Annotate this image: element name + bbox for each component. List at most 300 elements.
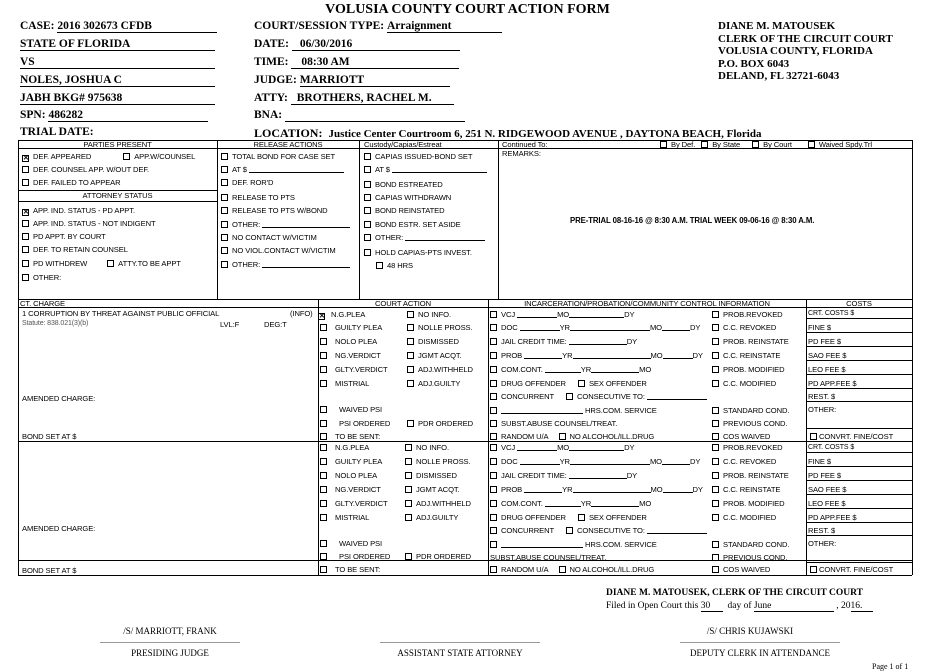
ca1-row2[interactable]: GUILTY PLEA: [320, 323, 382, 332]
grid-line: [806, 401, 912, 402]
grid-line: [806, 522, 912, 523]
inc2-com-cont[interactable]: COM.CONT. YR MO: [490, 499, 651, 508]
bond-set-1: BOND SET AT $: [22, 432, 77, 441]
bond-estr-aside-row[interactable]: BOND ESTR. SET ASIDE: [364, 220, 461, 229]
inc1-prob-reinstate[interactable]: PROB. REINSTATE: [712, 337, 789, 346]
grid-line: [806, 374, 912, 375]
inc1-prob[interactable]: PROB YR MO DY: [490, 351, 703, 360]
checkbox: [712, 352, 719, 359]
checkbox: [490, 514, 497, 521]
grid-line: [806, 452, 912, 453]
checkbox: [364, 249, 371, 256]
checkbox: [490, 380, 497, 387]
checkbox: [712, 458, 719, 465]
checkbox: [364, 181, 371, 188]
checkbox: [712, 407, 719, 414]
checkbox: [490, 324, 497, 331]
session-bna: BNA:: [254, 109, 465, 122]
amended-charge-2: AMENDED CHARGE:: [22, 524, 96, 533]
costs2-crt: CRT. COSTS $: [808, 444, 855, 451]
remarks-value: PRE-TRIAL 08-16-16 @ 8:30 A.M. TRIAL WEEK 09-06-16 @ 8:30 A.M.: [570, 216, 815, 225]
form-title: VOLUSIA COUNTY COURT ACTION FORM: [325, 2, 610, 17]
ca1-waived-psi[interactable]: WAIVED PSI: [320, 405, 382, 414]
inc2-previous[interactable]: PREVIOUS COND.: [712, 553, 787, 562]
checkbox: [22, 260, 29, 267]
defendant-name: NOLES, JOSHUA C: [20, 74, 215, 87]
inc1-cc-revoked[interactable]: C.C. REVOKED: [712, 323, 776, 332]
checkbox: [490, 472, 497, 479]
inc2-vcj[interactable]: VCJ MO DY: [490, 443, 634, 452]
grid-line: [18, 441, 912, 442]
capias-issued-row[interactable]: CAPIAS ISSUED-BOND SET: [364, 152, 472, 161]
costs1-pd-fee: PD FEE $: [808, 337, 841, 346]
checkbox: [22, 179, 29, 186]
grid-line: [912, 560, 913, 575]
inc1-concurrent[interactable]: CONCURRENT CONSECUTIVE TO:: [490, 392, 707, 401]
ca2-pdr-ordered[interactable]: PDR ORDERED: [405, 552, 471, 561]
checkbox: [712, 311, 719, 318]
inc1-prob-modified[interactable]: PROB. MODIFIED: [712, 365, 784, 374]
ca1-adj-withheld[interactable]: ADJ.WITHHELD: [407, 365, 473, 374]
checkbox: [405, 472, 412, 479]
checkbox: [221, 207, 228, 214]
ca2-row4[interactable]: NG.VERDICT: [320, 485, 381, 494]
custody-header: Custody/Capias/Estreat: [364, 140, 442, 149]
ct-charge-header: CT. CHARGE: [20, 299, 65, 308]
amended-charge-1: AMENDED CHARGE:: [22, 394, 96, 403]
bond-estreated-row[interactable]: BOND ESTREATED: [364, 180, 443, 189]
atty-status-header: ATTORNEY STATUS: [82, 191, 153, 200]
checkbox: [407, 324, 414, 331]
inc1-vcj[interactable]: VCJ MO DY: [490, 310, 634, 319]
checkbox: [22, 233, 29, 240]
checkbox: [712, 444, 719, 451]
parties-other-row[interactable]: OTHER:: [22, 273, 61, 282]
checkbox: [808, 141, 815, 148]
bond-reinstated-row[interactable]: BOND REINSTATED: [364, 206, 445, 215]
ca1-no-info[interactable]: NO INFO.: [407, 310, 451, 319]
inc1-cc-reinstate[interactable]: C.C. REINSTATE: [712, 351, 780, 360]
grid-line: [18, 201, 217, 202]
checkbox: [221, 234, 228, 241]
charge-1-info: (INFO): [290, 309, 313, 318]
ca2-row1[interactable]: N.G.PLEA: [320, 443, 369, 452]
def-appeared-row[interactable]: ✕ DEF. APPEARED APP.W/COUNSEL: [23, 152, 196, 162]
checkbox: [712, 541, 719, 548]
grid-line: [18, 560, 19, 575]
costs2-pd-fee: PD FEE $: [808, 471, 841, 480]
grid-line: [806, 299, 807, 560]
checkbox: [712, 472, 719, 479]
checkbox: [22, 220, 29, 227]
checkbox: [490, 338, 497, 345]
inc2-prob[interactable]: PROB YR MO DY: [490, 485, 703, 494]
checkbox: [578, 380, 585, 387]
custody-other-row[interactable]: OTHER:: [364, 233, 485, 242]
ca1-row5[interactable]: GLTY.VERDICT: [320, 365, 388, 374]
checkbox: [22, 246, 29, 253]
page-number: Page 1 of 1: [872, 662, 909, 671]
checkbox: [566, 393, 573, 400]
inc1-doc[interactable]: DOC YR MO DY: [490, 323, 700, 332]
checkbox: [490, 311, 497, 318]
presiding-judge-label: PRESIDING JUDGE: [131, 648, 209, 658]
checkbox: [559, 433, 566, 440]
grid-line: [318, 299, 319, 560]
checkbox: [320, 540, 327, 547]
grid-line: [806, 428, 912, 429]
checkbox: [810, 433, 817, 440]
release-pts-bond-row[interactable]: RELEASE TO PTS W/BOND: [221, 206, 328, 215]
checkbox: [221, 261, 228, 268]
def-failed-row[interactable]: DEF. FAILED TO APPEAR: [22, 178, 121, 187]
session-location: LOCATION: Justice Center Courtroom 6, 251 N. RIDGEWOOD AVENUE , DAYTONA BEACH, Florida: [254, 126, 762, 140]
deputy-clerk-label: DEPUTY CLERK IN ATTENDANCE: [690, 648, 830, 658]
grid-line: [806, 318, 912, 319]
checkbox: [221, 247, 228, 254]
grid-line: [912, 140, 913, 560]
costs1-fine: FINE $: [808, 323, 832, 332]
inc1-random[interactable]: RANDOM U/A NO ALCOHOL/ILL.DRUG: [490, 432, 654, 441]
checkbox: [221, 166, 228, 173]
grid-line: [806, 346, 912, 347]
checkbox: [22, 274, 29, 281]
ca1-dismissed[interactable]: DISMISSED: [407, 337, 459, 346]
inc1-subst[interactable]: SUBST.ABUSE COUNSEL/TREAT.: [490, 419, 617, 428]
costs1-rest: REST. $: [808, 392, 836, 401]
checkbox: [123, 153, 130, 160]
checkbox: [490, 366, 497, 373]
release-other2-row[interactable]: OTHER:: [221, 260, 350, 269]
checkbox: [490, 541, 497, 548]
checkbox: [712, 366, 719, 373]
trial-date-label: TRIAL DATE:: [20, 126, 94, 138]
release-other-row[interactable]: OTHER:: [221, 220, 350, 229]
incarceration-header: INCARCERATION/PROBATION/COMMUNITY CONTROL INFORMATION: [524, 299, 770, 308]
signature-line: [100, 642, 240, 643]
hold-capias-row[interactable]: HOLD CAPIAS-PTS INVEST.: [364, 248, 472, 257]
inc1-prob-revoked[interactable]: PROB.REVOKED: [712, 310, 783, 319]
inc1-cc-modified[interactable]: C.C. MODIFIED: [712, 379, 776, 388]
costs1-sao: SAO FEE $: [808, 351, 847, 360]
ca2-to-be-sent[interactable]: TO BE SENT:: [320, 565, 380, 574]
charge-1-lvl: LVL:F: [220, 320, 240, 329]
inc2-prob-reinstate[interactable]: PROB. REINSTATE: [712, 471, 789, 480]
checkbox: [405, 500, 412, 507]
costs2-pd-app: PD APP.FEE $: [808, 513, 857, 522]
case-line: CASE: 2016 302673 CFDB: [20, 20, 217, 33]
checkbox: [320, 380, 327, 387]
inc1-cos-waived[interactable]: COS WAIVED: [712, 432, 770, 441]
remarks-label: REMARKS:: [502, 149, 541, 158]
state-label: STATE OF FLORIDA: [20, 38, 215, 51]
costs-header: COSTS: [846, 299, 872, 308]
costs2-other: OTHER:: [808, 539, 837, 548]
grid-line: [806, 535, 912, 536]
checkbox: [712, 324, 719, 331]
checkbox: [712, 554, 719, 561]
checkbox: [405, 514, 412, 521]
costs2-sao: SAO FEE $: [808, 485, 847, 494]
costs1-other: OTHER:: [808, 405, 837, 414]
checkbox: [320, 366, 327, 373]
checkbox: [405, 444, 412, 451]
checkbox: [490, 352, 497, 359]
no-contact-row[interactable]: NO CONTACT W/VICTIM: [221, 233, 317, 242]
checkbox: [320, 406, 327, 413]
checkbox: [490, 500, 497, 507]
signature-line: [380, 642, 540, 643]
checkbox: [490, 420, 497, 427]
def-counsel-app-row[interactable]: DEF. COUNSEL APP. W/OUT DEF.: [22, 165, 149, 174]
court-action-header: COURT ACTION: [375, 299, 431, 308]
ca1-pdr-ordered[interactable]: PDR ORDERED: [407, 419, 473, 428]
inc2-hrs-com[interactable]: HRS.COM. SERVICE: [490, 540, 657, 549]
inc2-cc-revoked[interactable]: C.C. REVOKED: [712, 457, 776, 466]
charge-1-deg: DEG:T: [264, 320, 287, 329]
checkbox: [107, 260, 114, 267]
grid-line: [359, 140, 360, 299]
not-indigent-row[interactable]: APP. IND. STATUS - NOT INDIGENT: [22, 219, 156, 228]
checkbox: [712, 514, 719, 521]
grid-line: [806, 562, 912, 563]
checkbox: [712, 566, 719, 573]
checkbox: [490, 433, 497, 440]
checkbox: [752, 141, 759, 148]
footer-filed-line: Filed in Open Court this 30 day of June , 2016.: [606, 601, 873, 612]
checkbox: [712, 486, 719, 493]
checkbox: [320, 514, 327, 521]
grid-line: [806, 332, 912, 333]
inc2-random[interactable]: RANDOM U/A NO ALCOHOL/ILL.DRUG: [490, 565, 654, 574]
def-retain-row[interactable]: DEF. TO RETAIN COUNSEL: [22, 245, 128, 254]
checkbox: [712, 380, 719, 387]
costs2-convrt[interactable]: CONVRT. FINE/COST: [810, 565, 893, 574]
inc2-drug[interactable]: DRUG OFFENDER SEX OFFENDER: [490, 513, 647, 522]
grid-line: [18, 575, 912, 576]
hrs48-row[interactable]: 48 HRS: [376, 261, 413, 270]
ca1-row6[interactable]: MISTRIAL: [320, 379, 369, 388]
grid-line: [806, 466, 912, 467]
checkbox: [490, 444, 497, 451]
checkbox: [490, 458, 497, 465]
checkbox: [320, 500, 327, 507]
checkbox: [810, 566, 817, 573]
checkbox: [221, 179, 228, 186]
no-viol-row[interactable]: NO VIOL.CONTACT W/VICTIM: [221, 246, 336, 255]
checkbox: [320, 486, 327, 493]
ca2-row2[interactable]: GUILTY PLEA: [320, 457, 382, 466]
costs2-rest: REST. $: [808, 526, 836, 535]
inc2-prob-modified[interactable]: PROB. MODIFIED: [712, 499, 784, 508]
footer-clerk-name: DIANE M. MATOUSEK, CLERK OF THE CIRCUIT COURT: [606, 588, 863, 598]
checkbox: [320, 458, 327, 465]
grid-line: [806, 560, 807, 575]
checkbox: [405, 458, 412, 465]
case-number: 2016 302673 CFDB: [57, 20, 217, 33]
total-bond-row[interactable]: TOTAL BOND FOR CASE SET: [221, 152, 335, 161]
checkbox: [407, 311, 414, 318]
checkbox: [320, 338, 327, 345]
checkbox: [320, 433, 327, 440]
asst-state-atty-label: ASSISTANT STATE ATTORNEY: [397, 648, 523, 658]
charge-1-text: 1 CORRUPTION BY THREAT AGAINST PUBLIC OFFICIAL: [22, 309, 220, 318]
spn-line: SPN: 486282: [20, 109, 208, 122]
inc2-subst[interactable]: SUBST.ABUSE COUNSEL/TREAT.: [490, 553, 607, 562]
inc2-jail-credit[interactable]: JAIL CREDIT TIME: DY: [490, 471, 637, 480]
checkbox: [578, 514, 585, 521]
checkbox: [364, 194, 371, 201]
bond-set-2: BOND SET AT $: [22, 566, 77, 575]
ca1-adj-guilty[interactable]: ADJ.GUILTY: [407, 379, 460, 388]
inc2-cc-reinstate[interactable]: C.C. REINSTATE: [712, 485, 780, 494]
checkbox: [320, 420, 327, 427]
ca2-row6[interactable]: MISTRIAL: [320, 513, 369, 522]
ca1-jgmt[interactable]: JGMT ACQT.: [407, 351, 462, 360]
checkbox: [320, 566, 327, 573]
ca1-to-be-sent[interactable]: TO BE SENT:: [320, 432, 380, 441]
grid-line: [806, 388, 912, 389]
inc2-cos-waived[interactable]: COS WAIVED: [712, 565, 770, 574]
costs2-fine: FINE $: [808, 457, 832, 466]
ca1-psi-ordered[interactable]: PSI ORDERED: [320, 419, 390, 428]
ca2-nolle[interactable]: NOLLE PROSS.: [405, 457, 471, 466]
checkbox: [559, 566, 566, 573]
ca2-row5[interactable]: GLTY.VERDICT: [320, 499, 388, 508]
checkbox: [376, 262, 383, 269]
checkbox: [712, 338, 719, 345]
checkbox-checked: ✕: [23, 155, 29, 162]
checkbox: [364, 221, 371, 228]
clerk-address: DIANE M. MATOUSEK CLERK OF THE CIRCUIT COURT VOLUSIA COUNTY, FLORIDA P.O. BOX 6043 DELAND, FL 32721-6043: [718, 20, 893, 82]
session-judge: JUDGE: MARRIOTT: [254, 74, 450, 87]
checkbox: [407, 366, 414, 373]
signature-line: [680, 642, 840, 643]
vs-label: VS: [20, 56, 215, 69]
ca2-dismissed[interactable]: DISMISSED: [405, 471, 457, 480]
checkbox: [320, 472, 327, 479]
checkbox: [490, 486, 497, 493]
grid-line: [18, 140, 19, 560]
grid-line: [488, 299, 489, 560]
inc1-hrs-com[interactable]: HRS.COM. SERVICE: [490, 406, 657, 415]
inc1-com-cont[interactable]: COM.CONT. YR MO: [490, 365, 651, 374]
costs1-pd-app: PD APP.FEE $: [808, 379, 857, 388]
pd-withdrew-row[interactable]: PD WITHDREW ATTY.TO BE APPT: [22, 259, 181, 268]
inc2-cc-modified[interactable]: C.C. MODIFIED: [712, 513, 776, 522]
grid-line: [806, 494, 912, 495]
ca1-row3[interactable]: NOLO PLEA: [320, 337, 377, 346]
checkbox: [701, 141, 708, 148]
pd-appt-row[interactable]: PD APPT. BY COURT: [22, 232, 106, 241]
checkbox: [712, 420, 719, 427]
ca2-jgmt[interactable]: JGMT ACQT.: [405, 485, 460, 494]
checkbox: [490, 566, 497, 573]
app-pd-row[interactable]: ✕ APP. IND. STATUS - PD APPT.: [23, 206, 135, 216]
grid-line: [318, 560, 319, 575]
checkbox: [490, 393, 497, 400]
session-time: TIME: 08:30 AM: [254, 56, 459, 69]
release-at-row[interactable]: AT $: [221, 165, 344, 174]
session-atty: ATTY: BROTHERS, RACHEL M.: [254, 92, 454, 105]
checkbox: [22, 166, 29, 173]
costs1-crt: CRT. COSTS $: [808, 310, 855, 317]
ca2-psi-ordered[interactable]: PSI ORDERED: [320, 552, 390, 561]
costs2-leo: LEO FEE $: [808, 499, 846, 508]
inc2-concurrent[interactable]: CONCURRENT CONSECUTIVE TO:: [490, 526, 707, 535]
ca2-no-info[interactable]: NO INFO.: [405, 443, 449, 452]
inc2-standard[interactable]: STANDARD COND.: [712, 540, 789, 549]
grid-line: [498, 140, 499, 299]
checkbox: [221, 194, 228, 201]
checkbox: [364, 234, 371, 241]
checkbox: [405, 553, 412, 560]
checkbox: [407, 352, 414, 359]
checkbox: [712, 500, 719, 507]
checkbox: [407, 380, 414, 387]
capias-withdrawn-row[interactable]: CAPIAS WITHDRAWN: [364, 193, 451, 202]
checkbox: [490, 527, 497, 534]
costs1-convrt[interactable]: CONVRT. FINE/COST: [810, 432, 893, 441]
checkbox: [320, 444, 327, 451]
checkbox: [320, 553, 327, 560]
checkbox: [407, 420, 414, 427]
continued-label: Continued To:: [502, 140, 548, 149]
charge-1-statute: Statute: 838.021(3)(b): [22, 320, 89, 327]
judge-signature: /S/ MARRIOTT, FRANK: [123, 626, 217, 636]
session-type: COURT/SESSION TYPE: Arraignment: [254, 20, 502, 33]
parties-header: PARTIES PRESENT: [83, 140, 152, 149]
spn-value: 486282: [48, 109, 208, 122]
ca2-waived-psi[interactable]: WAIVED PSI: [320, 539, 382, 548]
ca2-row3[interactable]: NOLO PLEA: [320, 471, 377, 480]
inc1-jail-credit[interactable]: JAIL CREDIT TIME: DY: [490, 337, 637, 346]
ca1-nolle[interactable]: NOLLE PROSS.: [407, 323, 473, 332]
inc2-doc[interactable]: DOC YR MO DY: [490, 457, 700, 466]
inc1-previous[interactable]: PREVIOUS COND.: [712, 419, 787, 428]
checkbox: [407, 338, 414, 345]
ca2-adj-guilty[interactable]: ADJ.GUILTY: [405, 513, 458, 522]
costs1-leo: LEO FEE $: [808, 365, 846, 374]
grid-line: [806, 360, 912, 361]
checkbox: [660, 141, 667, 148]
ca2-adj-withheld[interactable]: ADJ.WITHHELD: [405, 499, 471, 508]
grid-line: [806, 508, 912, 509]
continued-options[interactable]: By Def. By State By Court Waived Spdy.Trl: [660, 140, 872, 149]
checkbox: [221, 221, 228, 228]
session-date: DATE: 06/30/2016: [254, 38, 460, 51]
grid-line: [806, 480, 912, 481]
release-header: RELEASE ACTIONS: [253, 140, 323, 149]
def-rord-row[interactable]: DEF. ROR'D: [221, 178, 273, 187]
grid-line: [217, 140, 218, 299]
custody-at-row[interactable]: AT $: [364, 165, 487, 174]
checkbox: [364, 153, 371, 160]
booking-number: JABH BKG# 975638: [20, 92, 215, 105]
inc2-prob-revoked[interactable]: PROB.REVOKED: [712, 443, 783, 452]
checkbox: [712, 433, 719, 440]
release-pts-row[interactable]: RELEASE TO PTS: [221, 193, 295, 202]
ca1-row1[interactable]: ✕ N.G.PLEA: [319, 310, 366, 320]
checkbox-checked: ✕: [319, 313, 325, 320]
checkbox: [320, 352, 327, 359]
ca1-row4[interactable]: NG.VERDICT: [320, 351, 381, 360]
checkbox: [566, 527, 573, 534]
checkbox: [364, 207, 371, 214]
clerk-signature: /S/ CHRIS KUJAWSKI: [706, 626, 794, 636]
inc1-drug[interactable]: DRUG OFFENDER SEX OFFENDER: [490, 379, 647, 388]
inc1-standard[interactable]: STANDARD COND.: [712, 406, 789, 415]
